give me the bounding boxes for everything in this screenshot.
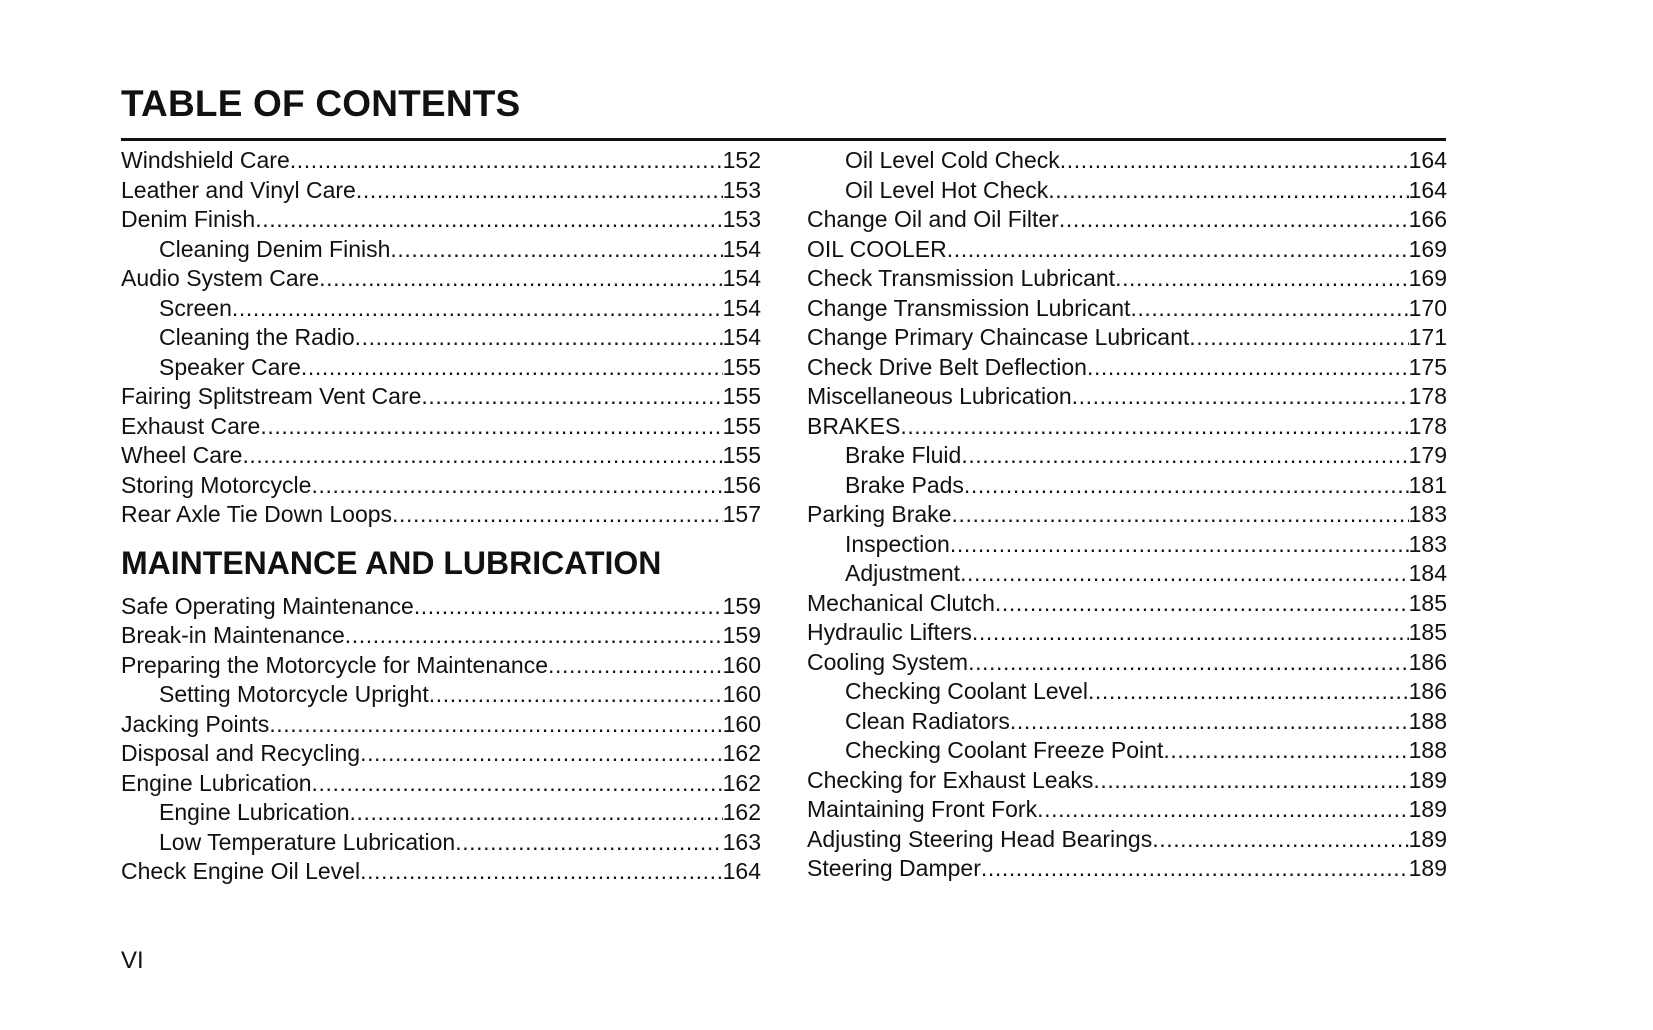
dot-leader bbox=[960, 559, 1409, 589]
dot-leader bbox=[548, 651, 723, 681]
toc-entry-label: OIL COOLER bbox=[807, 235, 947, 262]
dot-leader bbox=[950, 530, 1409, 560]
toc-entry-label: Engine Lubrication bbox=[159, 799, 350, 825]
toc-entry-label: Speaker Care bbox=[159, 353, 301, 380]
dot-leader bbox=[360, 739, 723, 769]
toc-entry[interactable] bbox=[121, 264, 761, 294]
toc-subentry[interactable] bbox=[121, 323, 761, 353]
toc-entry-page-number: 164 bbox=[722, 858, 761, 884]
toc-entry-label: Mechanical Clutch bbox=[807, 589, 995, 616]
toc-entry-label: Preparing the Motorcycle for Maintenance bbox=[121, 651, 548, 678]
toc-entry-page-number: 179 bbox=[1408, 442, 1447, 468]
toc-entry-page-number: 153 bbox=[722, 176, 761, 203]
toc-entry-page-number: 185 bbox=[1408, 589, 1447, 616]
toc-entry-label: Change Primary Chaincase Lubricant bbox=[807, 324, 1190, 350]
toc-entry-page-number: 162 bbox=[722, 769, 761, 796]
toc-entry-page-number: 188 bbox=[1408, 737, 1447, 763]
toc-entry-label: Low Temperature Lubrication bbox=[159, 828, 456, 855]
toc-entry[interactable] bbox=[121, 441, 761, 471]
dot-leader bbox=[429, 680, 723, 710]
dot-leader bbox=[968, 648, 1409, 678]
page-title: TABLE OF CONTENTS bbox=[121, 83, 521, 124]
toc-subentry[interactable] bbox=[121, 798, 761, 828]
toc-entry[interactable] bbox=[121, 146, 761, 176]
toc-entry-label: Steering Damper bbox=[807, 855, 981, 881]
toc-entry-label: Windshield Care bbox=[121, 147, 290, 173]
toc-entry[interactable] bbox=[807, 766, 1447, 796]
toc-subentry[interactable] bbox=[807, 441, 1447, 471]
toc-entry-page-number: 178 bbox=[1408, 412, 1447, 439]
page-number: VI bbox=[121, 947, 144, 974]
toc-entry-page-number: 159 bbox=[722, 592, 761, 619]
toc-entry[interactable] bbox=[121, 500, 761, 530]
toc-subentry[interactable] bbox=[807, 471, 1447, 501]
dot-leader bbox=[1037, 795, 1409, 825]
toc-entry[interactable] bbox=[121, 739, 761, 769]
toc-entry-page-number: 163 bbox=[722, 828, 761, 855]
toc-entry-label: Cooling System bbox=[807, 648, 969, 675]
toc-entry-page-number: 156 bbox=[722, 471, 761, 498]
toc-entry[interactable] bbox=[807, 264, 1447, 294]
toc-entry-page-number: 178 bbox=[1408, 383, 1447, 409]
toc-entry-label: Brake Fluid bbox=[845, 442, 962, 468]
toc-entry-label: Audio System Care bbox=[121, 265, 320, 291]
toc-entry-page-number: 188 bbox=[1408, 707, 1447, 734]
toc-entry-page-number: 154 bbox=[722, 265, 761, 291]
dot-leader bbox=[455, 828, 722, 858]
toc-list bbox=[807, 146, 1447, 884]
dot-leader bbox=[981, 854, 1409, 884]
dot-leader bbox=[1060, 146, 1409, 176]
toc-entry[interactable] bbox=[807, 412, 1447, 442]
toc-entry-page-number: 157 bbox=[722, 501, 761, 527]
toc-entry-label: Change Oil and Oil Filter bbox=[807, 206, 1059, 232]
dot-leader bbox=[345, 621, 723, 651]
dot-leader bbox=[414, 592, 723, 622]
toc-entry-page-number: 155 bbox=[722, 383, 761, 409]
dot-leader bbox=[242, 441, 722, 471]
toc-entry-label: Adjustment bbox=[845, 560, 961, 586]
toc-entry[interactable] bbox=[121, 412, 761, 442]
toc-entry-label: Checking Coolant Freeze Point bbox=[845, 737, 1164, 763]
toc-entry-page-number: 164 bbox=[1408, 147, 1447, 173]
toc-entry-page-number: 159 bbox=[722, 622, 761, 648]
toc-entry-page-number: 155 bbox=[722, 412, 761, 439]
toc-entry[interactable] bbox=[807, 589, 1447, 619]
toc-entry-page-number: 154 bbox=[722, 294, 761, 321]
toc-entry-page-number: 169 bbox=[1408, 265, 1447, 291]
toc-entry-page-number: 189 bbox=[1408, 766, 1447, 793]
toc-entry-page-number: 152 bbox=[722, 147, 761, 173]
dot-leader bbox=[232, 294, 723, 324]
toc-entry-label: Maintaining Front Fork bbox=[807, 796, 1038, 822]
toc-entry-page-number: 184 bbox=[1408, 560, 1447, 586]
toc-subentry[interactable] bbox=[807, 559, 1447, 589]
toc-subentry[interactable] bbox=[121, 828, 761, 858]
toc-entry[interactable] bbox=[807, 205, 1447, 235]
toc-entry-page-number: 185 bbox=[1408, 619, 1447, 645]
dot-leader bbox=[1059, 205, 1409, 235]
toc-entry[interactable] bbox=[121, 857, 761, 887]
dot-leader bbox=[972, 618, 1409, 648]
toc-entry[interactable] bbox=[121, 651, 761, 681]
toc-entry[interactable] bbox=[121, 471, 761, 501]
toc-entry[interactable] bbox=[121, 205, 761, 235]
toc-entry-label: Inspection bbox=[845, 530, 950, 557]
toc-subentry[interactable] bbox=[807, 707, 1447, 737]
toc-entry[interactable] bbox=[807, 500, 1447, 530]
toc-entry-page-number: 171 bbox=[1408, 324, 1447, 350]
toc-right-column bbox=[807, 146, 1447, 884]
dot-leader bbox=[947, 235, 1409, 265]
toc-entry-page-number: 170 bbox=[1408, 294, 1447, 321]
toc-entry[interactable] bbox=[807, 353, 1447, 383]
toc-entry-page-number: 160 bbox=[722, 681, 761, 707]
toc-entry-page-number: 162 bbox=[722, 740, 761, 766]
dot-leader bbox=[1152, 825, 1408, 855]
dot-leader bbox=[350, 798, 723, 828]
toc-entry-label: Check Transmission Lubricant bbox=[807, 265, 1116, 291]
toc-entry-label: Checking for Exhaust Leaks bbox=[807, 766, 1094, 793]
dot-leader bbox=[1115, 264, 1409, 294]
dot-leader bbox=[961, 441, 1408, 471]
toc-entry-page-number: 186 bbox=[1408, 648, 1447, 675]
dot-leader bbox=[312, 769, 723, 799]
toc-entry[interactable] bbox=[807, 382, 1447, 412]
dot-leader bbox=[392, 500, 723, 530]
dot-leader bbox=[900, 412, 1408, 442]
toc-entry-page-number: 154 bbox=[722, 324, 761, 350]
toc-entry-label: Jacking Points bbox=[121, 710, 270, 737]
toc-subentry[interactable] bbox=[807, 176, 1447, 206]
toc-entry-page-number: 175 bbox=[1408, 353, 1447, 380]
toc-entry-page-number: 164 bbox=[1408, 176, 1447, 203]
toc-entry-page-number: 166 bbox=[1408, 206, 1447, 232]
toc-entry-label: Storing Motorcycle bbox=[121, 471, 312, 498]
toc-entry-page-number: 162 bbox=[722, 799, 761, 825]
dot-leader bbox=[301, 353, 723, 383]
toc-entry[interactable] bbox=[121, 710, 761, 740]
toc-entry-label: Leather and Vinyl Care bbox=[121, 176, 356, 203]
dot-leader bbox=[269, 710, 722, 740]
toc-entry-label: Parking Brake bbox=[807, 501, 952, 527]
dot-leader bbox=[1130, 294, 1408, 324]
dot-leader bbox=[1189, 323, 1408, 353]
toc-entry-label: Oil Level Cold Check bbox=[845, 147, 1060, 173]
dot-leader bbox=[355, 323, 723, 353]
toc-subentry[interactable] bbox=[121, 680, 761, 710]
toc-subentry[interactable] bbox=[807, 736, 1447, 766]
dot-leader bbox=[356, 176, 723, 206]
dot-leader bbox=[290, 146, 723, 176]
toc-entry-label: Cleaning the Radio bbox=[159, 324, 355, 350]
toc-entry-label: Screen bbox=[159, 294, 232, 321]
toc-entry-label: Oil Level Hot Check bbox=[845, 176, 1049, 203]
toc-subentry[interactable] bbox=[121, 235, 761, 265]
toc-entry[interactable] bbox=[121, 621, 761, 651]
toc-subentry[interactable] bbox=[121, 294, 761, 324]
toc-subentry[interactable] bbox=[807, 677, 1447, 707]
toc-entry-page-number: 186 bbox=[1408, 678, 1447, 704]
toc-entry-page-number: 181 bbox=[1408, 471, 1447, 498]
toc-list bbox=[121, 146, 761, 530]
toc-entry-label: Disposal and Recycling bbox=[121, 740, 361, 766]
toc-entry[interactable] bbox=[807, 854, 1447, 884]
toc-entry-page-number: 183 bbox=[1408, 530, 1447, 557]
toc-entry[interactable] bbox=[807, 795, 1447, 825]
section-heading: MAINTENANCE AND LUBRICATION bbox=[121, 544, 662, 581]
toc-entry-label: Engine Lubrication bbox=[121, 769, 312, 796]
dot-leader bbox=[1010, 707, 1409, 737]
dot-leader bbox=[1087, 353, 1409, 383]
toc-entry[interactable] bbox=[121, 769, 761, 799]
dot-leader bbox=[1093, 766, 1408, 796]
toc-entry-label: Hydraulic Lifters bbox=[807, 619, 972, 645]
dot-leader bbox=[260, 412, 722, 442]
toc-entry-label: Check Engine Oil Level bbox=[121, 858, 361, 884]
toc-subentry[interactable] bbox=[807, 146, 1447, 176]
dot-leader bbox=[255, 205, 722, 235]
toc-entry[interactable] bbox=[807, 648, 1447, 678]
toc-entry-label: Safe Operating Maintenance bbox=[121, 592, 414, 619]
dot-leader bbox=[951, 500, 1408, 530]
toc-entry-page-number: 169 bbox=[1408, 235, 1447, 262]
toc-entry-label: Brake Pads bbox=[845, 471, 964, 498]
toc-entry-label: Denim Finish bbox=[121, 206, 256, 232]
dot-leader bbox=[311, 471, 722, 501]
toc-entry[interactable] bbox=[807, 235, 1447, 265]
toc-entry-page-number: 160 bbox=[722, 710, 761, 737]
toc-entry-label: Adjusting Steering Head Bearings bbox=[807, 825, 1153, 852]
dot-leader bbox=[319, 264, 722, 294]
toc-entry[interactable] bbox=[807, 323, 1447, 353]
toc-entry-label: Cleaning Denim Finish bbox=[159, 235, 391, 262]
toc-subentry[interactable] bbox=[121, 353, 761, 383]
toc-subentry[interactable] bbox=[807, 530, 1447, 560]
toc-entry-page-number: 154 bbox=[722, 235, 761, 262]
toc-entry-page-number: 153 bbox=[722, 206, 761, 232]
dot-leader bbox=[964, 471, 1409, 501]
toc-entry[interactable] bbox=[807, 294, 1447, 324]
toc-entry-label: Fairing Splitstream Vent Care bbox=[121, 383, 422, 409]
toc-entry-label: Exhaust Care bbox=[121, 412, 261, 439]
toc-entry-label: BRAKES bbox=[807, 412, 901, 439]
toc-entry-page-number: 189 bbox=[1408, 825, 1447, 852]
title-divider bbox=[121, 138, 1446, 141]
toc-entry-page-number: 189 bbox=[1408, 855, 1447, 881]
toc-entry-label: Clean Radiators bbox=[845, 707, 1010, 734]
toc-entry-label: Checking Coolant Level bbox=[845, 678, 1088, 704]
dot-leader bbox=[421, 382, 722, 412]
dot-leader bbox=[360, 857, 723, 887]
toc-left-column bbox=[121, 146, 761, 887]
toc-entry-label: Rear Axle Tie Down Loops bbox=[121, 501, 393, 527]
dot-leader bbox=[1048, 176, 1408, 206]
toc-entry-page-number: 155 bbox=[722, 353, 761, 380]
toc-entry-page-number: 155 bbox=[722, 442, 761, 468]
toc-entry[interactable] bbox=[807, 618, 1447, 648]
toc-entry-label: Miscellaneous Lubrication bbox=[807, 383, 1072, 409]
toc-entry-page-number: 189 bbox=[1408, 796, 1447, 822]
toc-entry-label: Break-in Maintenance bbox=[121, 622, 345, 648]
toc-list bbox=[121, 592, 761, 887]
dot-leader bbox=[1088, 677, 1409, 707]
toc-entry-page-number: 183 bbox=[1408, 501, 1447, 527]
toc-entry-page-number: 160 bbox=[722, 651, 761, 678]
toc-entry-label: Change Transmission Lubricant bbox=[807, 294, 1131, 321]
toc-entry[interactable] bbox=[121, 176, 761, 206]
dot-leader bbox=[1072, 382, 1409, 412]
dot-leader bbox=[390, 235, 722, 265]
toc-entry-label: Wheel Care bbox=[121, 442, 243, 468]
toc-entry[interactable] bbox=[807, 825, 1447, 855]
dot-leader bbox=[995, 589, 1409, 619]
toc-entry-label: Check Drive Belt Deflection bbox=[807, 353, 1087, 380]
toc-entry[interactable] bbox=[121, 592, 761, 622]
dot-leader bbox=[1163, 736, 1408, 766]
toc-entry-label: Setting Motorcycle Upright bbox=[159, 681, 429, 707]
toc-entry[interactable] bbox=[121, 382, 761, 412]
